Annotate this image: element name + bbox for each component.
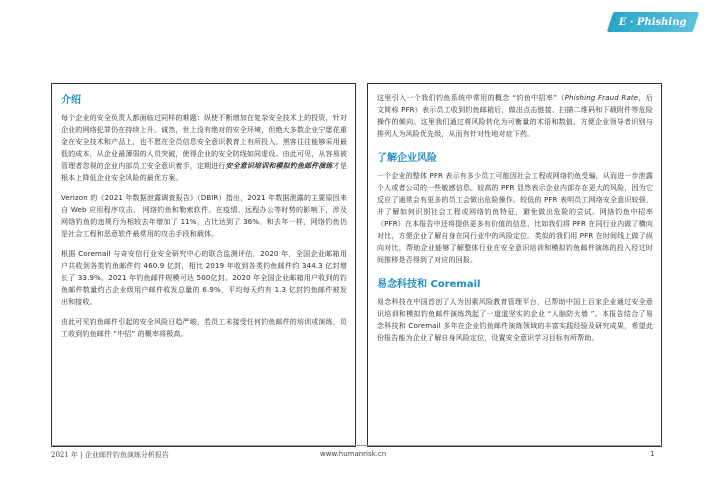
- footer-report-title: 2021 年 | 企业邮件钓鱼演练分析报告: [51, 451, 169, 459]
- footer-website: www.humanrisk.cn: [320, 450, 387, 458]
- pfr-intro-term: Phishing Fraud Rate: [564, 94, 639, 102]
- paragraph-intro-text: 每个企业的安全负责人都面临过同样的难题：纵使不断增加在复杂安全技术上的投资，针对企业的网络犯罪仍在持续上升。诚然，世上没有绝对的安全环境，但绝大多数企业宁愿花重金在安全技术和产品上，也不愿在全员信息安全意识教育上有所投入。黑客往往能够采用最低的成本，从企业最薄弱的人员突破，使得企业的安全防线如同虚设。由此可见，从容易被管理者忽视的企业内部员工安全意识着手，定期进行: [61, 114, 347, 170]
- pfr-intro-tail: ，后文简称 PFR）表示员工收到钓鱼邮箱后，做出点击链接、扫描二维码和下载附件等危险操作的倾向。这里我们通过将风险转化为可衡量的术语和数值，方便企业领导者识别与排列人为风险优先级，从而有针对性地对症下药。: [377, 94, 653, 138]
- left-column: [51, 83, 356, 447]
- paragraph-company: 易念科技在中国首创了人为因素风险教育管理平台，已帮助中国上百家企业通过安全意识培训和模拟钓鱼邮件演练筑起了一道道坚实的企业 “人脑防火墙 ”。本报告结合了易念科技和 Coremail 多年在企业钓鱼邮件演练领域的丰富实践经验及研究成果，希望此份报告能为企业了解自身风险定位，设置安全意识学习目标有所帮助。: [377, 298, 653, 342]
- paragraph-conclusion: 由此可见钓鱼邮件引起的安全风险日趋严峻，若员工未接受任何钓鱼邮件的培训或演练，员工收到钓鱼邮件 “中招” 的概率将极高。: [61, 318, 347, 338]
- logo-text: E · Phishing: [619, 16, 687, 28]
- section-title-intro: 介绍: [61, 95, 81, 106]
- section-title-risk: 了解企业风险: [377, 153, 437, 164]
- paragraph-verizon: Verizon 的《2021 年数据泄露调查报告》（DBIR）指出，2021 年数据泄露的主要原因来自 Web 应用程序攻击、 网络钓鱼和勒索软件。在疫情、远程办公等时势的影响下，涉及网络钓鱼的违规行为相较去年增加了 11%，占比达到了 36%。和去年一样，网络钓鱼仍是社会工程和恶意软件最常用的攻击手段和载体。: [61, 194, 347, 238]
- paragraph-risk: 一个企业的整体 PFR 表示有多少员工可能因社会工程或网络钓鱼受骗，从而进一步泄露个人或者公司的一些敏感信息。较高的 PFR 显然表示企业内部存在更大的风险，因为它反应了通常会有更多的员工会做出危险操作。较低的 PFR 表明员工网络安全意识较强，并了解如何识别社会工程或网络钓鱼特征，避免做出危险的尝试。网络钓鱼中招率（PFR）在本报告中还将提供更多有价值的信息，比如我们将 PFR 在同行业内做了横向对比，方便企业了解自身在同行业中的风险定位。类似的我们用 PFR 在时间线上做了纵向对比，帮助企业能够了解整体行业在安全意识培训和模拟钓鱼邮件演练的投入经过时间推移是否得到了对应的回报。: [377, 172, 653, 264]
- pfr-intro-text: 这里引入一个我们钓鱼系统中常用的概念 “钓鱼中招率”（: [377, 94, 565, 102]
- footer-divider: [51, 445, 662, 446]
- page-number: 1: [650, 450, 655, 458]
- paragraph-coremail-stats: 根据 Coremail 与奇安信行业安全研究中心的联合监测评估，2020 年，全国企业邮箱用户共收到各类钓鱼邮件约 460.9 亿封，相比 2019 年收到各类钓鱼邮件约 344.3 亿封增长了 33.9%。2021 年钓鱼邮件规模可达 500亿封。2020 年全国企业邮箱用户收到的钓鱼邮件数量约占企业级用户邮件收发总量的 6.9%，平均每天约有 1.3 亿封钓鱼邮件被发出和接收。: [61, 250, 347, 306]
- paragraph-pfr-intro: [377, 92, 653, 140]
- e-phishing-logo: [607, 12, 699, 32]
- paragraph-intro-emphasis: 安全意识培训和模拟钓鱼邮件演练: [225, 162, 333, 170]
- section-title-company: 易念科技和 Coremail: [377, 279, 481, 290]
- paragraph-intro: [61, 112, 347, 184]
- right-column: [367, 83, 662, 447]
- paragraph-intro-tail: 才是根本上降低企业安全风险的最优方案。: [61, 162, 348, 182]
